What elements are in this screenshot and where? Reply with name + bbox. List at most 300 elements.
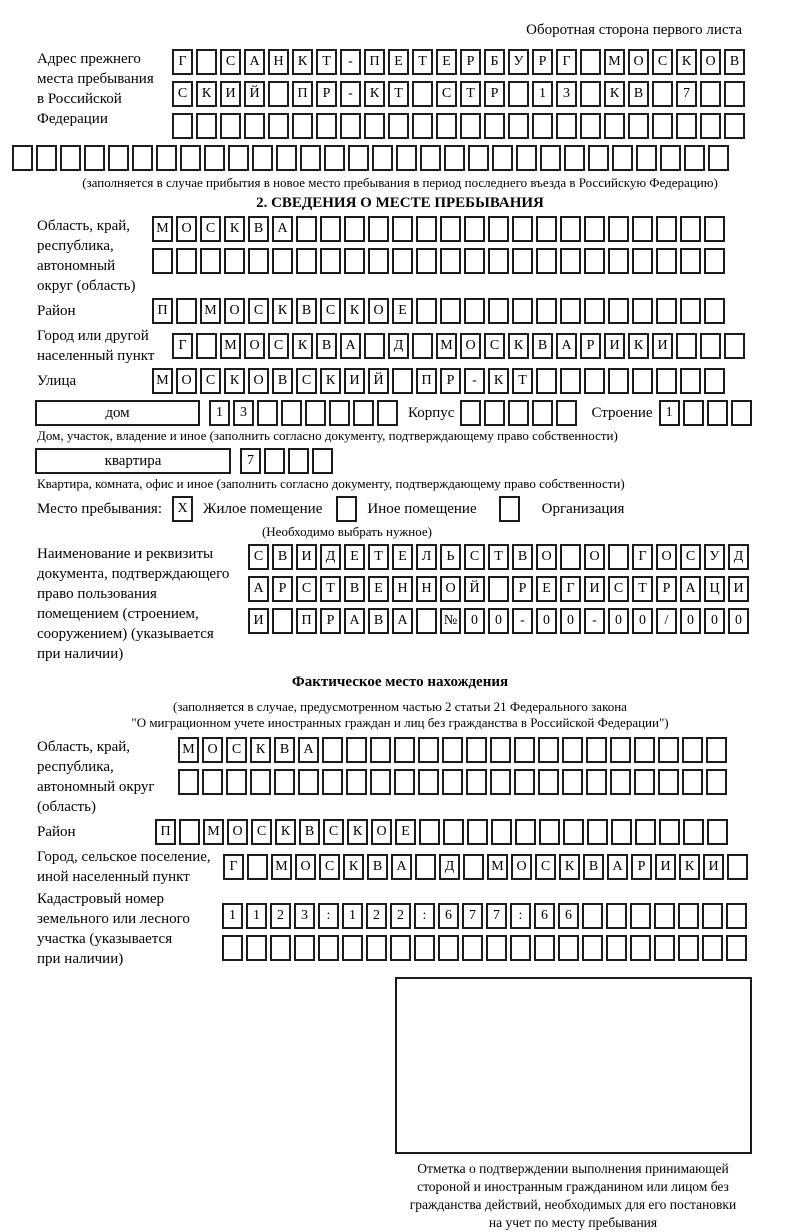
form-cell[interactable] [364, 113, 385, 139]
form-cell[interactable] [658, 737, 679, 763]
form-cell[interactable] [412, 333, 433, 359]
form-cell[interactable] [610, 737, 631, 763]
form-cell[interactable] [320, 248, 341, 274]
form-cell[interactable]: А [680, 576, 701, 602]
form-cell[interactable] [274, 769, 295, 795]
form-cell[interactable]: М [436, 333, 457, 359]
form-cell[interactable] [224, 248, 245, 274]
form-cell[interactable]: Г [172, 333, 193, 359]
form-cell[interactable] [684, 145, 705, 171]
form-cell[interactable]: К [364, 81, 385, 107]
form-cell[interactable]: М [152, 216, 173, 242]
form-cell[interactable] [178, 769, 199, 795]
form-cell[interactable] [394, 737, 415, 763]
form-cell[interactable] [508, 113, 529, 139]
form-cell[interactable]: Й [464, 576, 485, 602]
form-cell[interactable] [536, 248, 557, 274]
form-cell[interactable] [587, 819, 608, 845]
form-cell[interactable] [562, 737, 583, 763]
form-cell[interactable]: Т [512, 368, 533, 394]
form-cell[interactable] [564, 145, 585, 171]
form-cell[interactable]: Р [440, 368, 461, 394]
form-cell[interactable] [172, 113, 193, 139]
form-cell[interactable] [515, 819, 536, 845]
form-cell[interactable] [704, 298, 725, 324]
form-cell[interactable] [580, 81, 601, 107]
form-cell[interactable] [560, 216, 581, 242]
form-cell[interactable] [632, 298, 653, 324]
form-cell[interactable] [582, 903, 603, 929]
form-cell[interactable] [683, 400, 704, 426]
form-cell[interactable] [442, 769, 463, 795]
form-cell[interactable] [704, 216, 725, 242]
form-cell[interactable]: С [535, 854, 556, 880]
form-cell[interactable]: С [323, 819, 344, 845]
form-cell[interactable] [532, 400, 553, 426]
form-cell[interactable]: Р [272, 576, 293, 602]
form-cell[interactable] [353, 400, 374, 426]
form-cell[interactable]: К [292, 49, 313, 75]
form-cell[interactable] [368, 248, 389, 274]
form-cell[interactable] [246, 935, 267, 961]
form-cell[interactable] [680, 368, 701, 394]
form-cell[interactable] [611, 819, 632, 845]
form-cell[interactable]: П [152, 298, 173, 324]
form-cell[interactable]: П [292, 81, 313, 107]
form-cell[interactable] [678, 903, 699, 929]
form-cell[interactable]: А [248, 576, 269, 602]
form-cell[interactable]: О [227, 819, 248, 845]
form-cell[interactable]: О [656, 544, 677, 570]
form-cell[interactable]: И [655, 854, 676, 880]
form-cell[interactable]: С [226, 737, 247, 763]
form-cell[interactable]: И [652, 333, 673, 359]
form-cell[interactable] [196, 49, 217, 75]
form-cell[interactable]: С [484, 333, 505, 359]
form-cell[interactable] [248, 248, 269, 274]
form-cell[interactable] [707, 819, 728, 845]
form-cell[interactable] [514, 737, 535, 763]
form-cell[interactable] [368, 216, 389, 242]
checkbox-other-premises[interactable] [336, 496, 357, 522]
form-cell[interactable]: С [251, 819, 272, 845]
form-cell[interactable] [416, 216, 437, 242]
form-cell[interactable]: Ь [440, 544, 461, 570]
form-cell[interactable]: С [248, 298, 269, 324]
form-cell[interactable] [346, 769, 367, 795]
form-cell[interactable] [610, 769, 631, 795]
form-cell[interactable] [268, 113, 289, 139]
form-cell[interactable] [682, 769, 703, 795]
form-cell[interactable] [488, 248, 509, 274]
form-cell[interactable]: К [250, 737, 271, 763]
form-cell[interactable]: В [367, 854, 388, 880]
form-cell[interactable]: Й [244, 81, 265, 107]
form-cell[interactable] [608, 544, 629, 570]
form-cell[interactable] [634, 769, 655, 795]
form-cell[interactable] [700, 81, 721, 107]
form-cell[interactable]: О [176, 368, 197, 394]
form-cell[interactable] [582, 935, 603, 961]
form-cell[interactable] [704, 368, 725, 394]
form-cell[interactable] [538, 737, 559, 763]
form-cell[interactable] [180, 145, 201, 171]
form-cell[interactable]: 1 [342, 903, 363, 929]
form-cell[interactable]: Л [416, 544, 437, 570]
form-cell[interactable] [636, 145, 657, 171]
form-cell[interactable] [196, 113, 217, 139]
form-cell[interactable] [294, 935, 315, 961]
form-cell[interactable]: 1 [532, 81, 553, 107]
form-cell[interactable]: И [728, 576, 749, 602]
form-cell[interactable] [412, 113, 433, 139]
form-cell[interactable] [512, 248, 533, 274]
form-cell[interactable] [654, 935, 675, 961]
form-cell[interactable]: 0 [704, 608, 725, 634]
form-cell[interactable]: Н [416, 576, 437, 602]
form-cell[interactable] [296, 216, 317, 242]
form-cell[interactable] [312, 448, 333, 474]
form-cell[interactable]: К [224, 368, 245, 394]
form-cell[interactable]: : [414, 903, 435, 929]
form-cell[interactable]: - [584, 608, 605, 634]
form-cell[interactable] [226, 769, 247, 795]
form-cell[interactable]: С [652, 49, 673, 75]
form-cell[interactable] [563, 819, 584, 845]
form-cell[interactable] [366, 935, 387, 961]
form-cell[interactable]: М [152, 368, 173, 394]
form-cell[interactable] [635, 819, 656, 845]
form-cell[interactable] [270, 935, 291, 961]
form-cell[interactable] [204, 145, 225, 171]
form-cell[interactable]: К [347, 819, 368, 845]
form-cell[interactable]: 0 [560, 608, 581, 634]
form-cell[interactable] [652, 113, 673, 139]
form-cell[interactable]: Д [728, 544, 749, 570]
form-cell[interactable] [514, 769, 535, 795]
form-cell[interactable]: И [248, 608, 269, 634]
form-cell[interactable]: К [488, 368, 509, 394]
form-cell[interactable] [632, 216, 653, 242]
form-cell[interactable] [392, 248, 413, 274]
form-cell[interactable] [132, 145, 153, 171]
form-cell[interactable] [656, 298, 677, 324]
form-cell[interactable] [706, 737, 727, 763]
form-cell[interactable] [726, 903, 747, 929]
form-cell[interactable]: С [436, 81, 457, 107]
form-cell[interactable] [467, 819, 488, 845]
form-cell[interactable]: Е [388, 49, 409, 75]
form-cell[interactable]: С [608, 576, 629, 602]
form-cell[interactable]: П [416, 368, 437, 394]
form-cell[interactable]: 0 [728, 608, 749, 634]
form-cell[interactable] [584, 216, 605, 242]
form-cell[interactable]: В [274, 737, 295, 763]
form-cell[interactable] [324, 145, 345, 171]
form-cell[interactable] [508, 81, 529, 107]
form-cell[interactable]: Р [532, 49, 553, 75]
checkbox-organization[interactable] [499, 496, 520, 522]
form-cell[interactable]: 6 [438, 903, 459, 929]
form-cell[interactable]: Р [580, 333, 601, 359]
form-cell[interactable]: 6 [534, 903, 555, 929]
form-cell[interactable] [727, 854, 748, 880]
form-cell[interactable]: О [244, 333, 265, 359]
form-cell[interactable] [390, 935, 411, 961]
form-cell[interactable]: С [220, 49, 241, 75]
form-cell[interactable] [438, 935, 459, 961]
form-cell[interactable]: А [298, 737, 319, 763]
form-cell[interactable] [660, 145, 681, 171]
form-cell[interactable]: Й [368, 368, 389, 394]
form-cell[interactable]: Д [388, 333, 409, 359]
form-cell[interactable] [510, 935, 531, 961]
form-cell[interactable] [707, 400, 728, 426]
form-cell[interactable]: М [178, 737, 199, 763]
form-cell[interactable]: К [628, 333, 649, 359]
form-cell[interactable]: С [319, 854, 340, 880]
form-cell[interactable] [702, 935, 723, 961]
form-cell[interactable]: О [368, 298, 389, 324]
form-cell[interactable] [257, 400, 278, 426]
form-cell[interactable] [84, 145, 105, 171]
form-cell[interactable] [539, 819, 560, 845]
form-cell[interactable] [463, 854, 484, 880]
form-cell[interactable] [252, 145, 273, 171]
form-cell[interactable] [659, 819, 680, 845]
form-cell[interactable]: К [320, 368, 341, 394]
form-cell[interactable] [630, 935, 651, 961]
form-cell[interactable] [414, 935, 435, 961]
form-cell[interactable]: К [344, 298, 365, 324]
form-cell[interactable] [340, 113, 361, 139]
form-cell[interactable] [288, 448, 309, 474]
form-cell[interactable] [604, 113, 625, 139]
form-cell[interactable] [632, 248, 653, 274]
form-cell[interactable] [588, 145, 609, 171]
form-cell[interactable]: В [316, 333, 337, 359]
form-cell[interactable]: Е [344, 544, 365, 570]
form-cell[interactable]: К [224, 216, 245, 242]
form-cell[interactable] [292, 113, 313, 139]
form-cell[interactable] [704, 248, 725, 274]
form-cell[interactable] [460, 400, 481, 426]
form-cell[interactable] [536, 216, 557, 242]
form-cell[interactable] [276, 145, 297, 171]
form-cell[interactable]: А [392, 608, 413, 634]
form-cell[interactable]: Г [223, 854, 244, 880]
form-cell[interactable]: 0 [632, 608, 653, 634]
form-cell[interactable] [36, 145, 57, 171]
form-cell[interactable] [731, 400, 752, 426]
form-cell[interactable] [484, 113, 505, 139]
form-cell[interactable] [508, 400, 529, 426]
form-cell[interactable]: С [248, 544, 269, 570]
form-cell[interactable]: И [584, 576, 605, 602]
form-cell[interactable] [440, 298, 461, 324]
form-cell[interactable] [196, 333, 217, 359]
form-cell[interactable] [202, 769, 223, 795]
form-cell[interactable]: 1 [222, 903, 243, 929]
form-cell[interactable] [322, 737, 343, 763]
form-cell[interactable] [560, 248, 581, 274]
form-cell[interactable]: 7 [676, 81, 697, 107]
form-cell[interactable] [606, 935, 627, 961]
form-cell[interactable] [179, 819, 200, 845]
form-cell[interactable] [247, 854, 268, 880]
form-cell[interactable] [416, 248, 437, 274]
form-cell[interactable]: С [464, 544, 485, 570]
form-cell[interactable]: К [275, 819, 296, 845]
form-cell[interactable]: О [584, 544, 605, 570]
form-cell[interactable]: М [604, 49, 625, 75]
form-cell[interactable] [394, 769, 415, 795]
form-cell[interactable]: К [292, 333, 313, 359]
form-cell[interactable] [320, 216, 341, 242]
form-cell[interactable]: Е [368, 576, 389, 602]
form-cell[interactable]: К [559, 854, 580, 880]
form-cell[interactable]: К [604, 81, 625, 107]
form-cell[interactable]: Т [320, 576, 341, 602]
form-cell[interactable] [396, 145, 417, 171]
form-cell[interactable] [300, 145, 321, 171]
form-cell[interactable] [490, 769, 511, 795]
form-cell[interactable] [682, 737, 703, 763]
form-cell[interactable]: В [248, 216, 269, 242]
form-cell[interactable]: К [676, 49, 697, 75]
form-cell[interactable] [680, 298, 701, 324]
form-cell[interactable]: 0 [536, 608, 557, 634]
form-cell[interactable]: А [607, 854, 628, 880]
form-cell[interactable]: К [508, 333, 529, 359]
form-cell[interactable] [726, 935, 747, 961]
form-cell[interactable] [156, 145, 177, 171]
form-cell[interactable] [656, 216, 677, 242]
form-cell[interactable] [608, 216, 629, 242]
form-cell[interactable] [415, 854, 436, 880]
form-cell[interactable] [442, 737, 463, 763]
form-cell[interactable]: К [679, 854, 700, 880]
form-cell[interactable] [516, 145, 537, 171]
form-cell[interactable]: С [296, 368, 317, 394]
form-cell[interactable]: С [200, 216, 221, 242]
form-cell[interactable]: Р [631, 854, 652, 880]
form-cell[interactable]: О [440, 576, 461, 602]
form-cell[interactable] [418, 737, 439, 763]
form-cell[interactable] [586, 769, 607, 795]
form-cell[interactable] [558, 935, 579, 961]
form-cell[interactable] [322, 769, 343, 795]
form-cell[interactable] [560, 298, 581, 324]
form-cell[interactable]: : [318, 903, 339, 929]
form-cell[interactable]: О [536, 544, 557, 570]
form-cell[interactable]: Р [656, 576, 677, 602]
form-cell[interactable] [484, 400, 505, 426]
form-cell[interactable]: В [296, 298, 317, 324]
form-cell[interactable] [656, 248, 677, 274]
form-cell[interactable]: В [724, 49, 745, 75]
form-cell[interactable] [250, 769, 271, 795]
form-cell[interactable] [512, 298, 533, 324]
form-cell[interactable] [419, 819, 440, 845]
form-cell[interactable]: Г [556, 49, 577, 75]
form-cell[interactable]: О [700, 49, 721, 75]
form-cell[interactable]: Е [395, 819, 416, 845]
form-cell[interactable]: - [512, 608, 533, 634]
form-cell[interactable]: И [220, 81, 241, 107]
form-cell[interactable]: И [604, 333, 625, 359]
form-cell[interactable] [305, 400, 326, 426]
form-cell[interactable]: Е [392, 544, 413, 570]
form-cell[interactable] [488, 576, 509, 602]
form-cell[interactable] [152, 248, 173, 274]
form-cell[interactable]: О [202, 737, 223, 763]
form-cell[interactable]: С [200, 368, 221, 394]
form-cell[interactable]: О [176, 216, 197, 242]
form-cell[interactable]: 2 [270, 903, 291, 929]
form-cell[interactable] [630, 903, 651, 929]
form-cell[interactable] [488, 216, 509, 242]
form-cell[interactable]: П [155, 819, 176, 845]
form-cell[interactable]: В [344, 576, 365, 602]
form-cell[interactable] [60, 145, 81, 171]
form-cell[interactable] [392, 368, 413, 394]
form-cell[interactable]: Е [436, 49, 457, 75]
form-cell[interactable]: Е [392, 298, 413, 324]
form-cell[interactable] [466, 769, 487, 795]
form-cell[interactable]: В [532, 333, 553, 359]
form-cell[interactable]: К [343, 854, 364, 880]
form-cell[interactable] [700, 333, 721, 359]
form-cell[interactable]: 7 [462, 903, 483, 929]
form-cell[interactable]: М [220, 333, 241, 359]
form-cell[interactable]: 2 [390, 903, 411, 929]
form-cell[interactable]: Н [268, 49, 289, 75]
form-cell[interactable]: А [272, 216, 293, 242]
form-cell[interactable]: О [628, 49, 649, 75]
form-cell[interactable]: Р [316, 81, 337, 107]
form-cell[interactable]: О [511, 854, 532, 880]
form-cell[interactable] [464, 298, 485, 324]
form-cell[interactable] [606, 903, 627, 929]
form-cell[interactable] [491, 819, 512, 845]
form-cell[interactable] [418, 769, 439, 795]
form-cell[interactable]: О [248, 368, 269, 394]
form-cell[interactable]: 7 [240, 448, 261, 474]
form-cell[interactable]: Т [632, 576, 653, 602]
form-cell[interactable] [632, 368, 653, 394]
form-cell[interactable] [372, 145, 393, 171]
form-cell[interactable]: Д [320, 544, 341, 570]
form-cell[interactable] [560, 368, 581, 394]
form-cell[interactable] [228, 145, 249, 171]
form-cell[interactable] [329, 400, 350, 426]
form-cell[interactable] [268, 81, 289, 107]
form-cell[interactable]: Т [388, 81, 409, 107]
form-cell[interactable]: 3 [294, 903, 315, 929]
form-cell[interactable]: В [272, 368, 293, 394]
form-cell[interactable]: О [295, 854, 316, 880]
form-cell[interactable] [281, 400, 302, 426]
form-cell[interactable] [708, 145, 729, 171]
form-cell[interactable] [536, 298, 557, 324]
form-cell[interactable] [580, 49, 601, 75]
form-cell[interactable]: О [371, 819, 392, 845]
form-cell[interactable] [586, 737, 607, 763]
form-cell[interactable] [440, 216, 461, 242]
form-cell[interactable] [540, 145, 561, 171]
form-cell[interactable] [444, 145, 465, 171]
